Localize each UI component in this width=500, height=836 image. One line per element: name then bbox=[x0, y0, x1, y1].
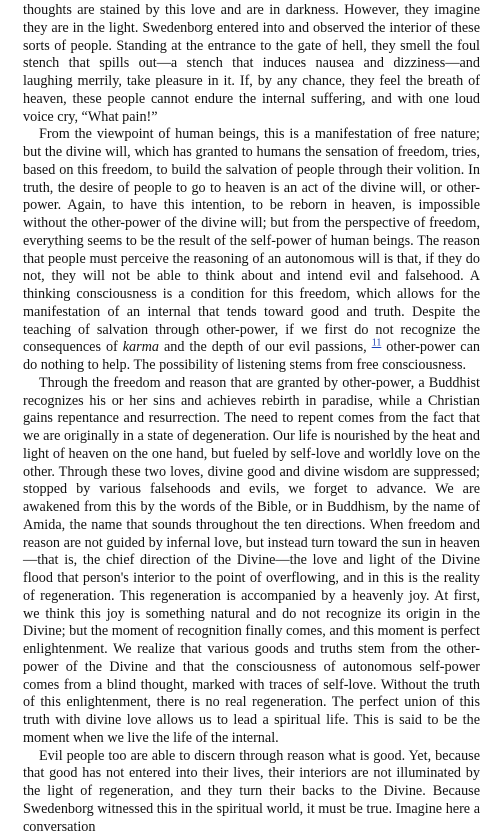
paragraph-3: Through the freedom and reason that are granted by other-power, a Buddhist recognizes his or her sins and achieves rebirth in paradise, while a Christian gains repentance and resurrection. The need to repent comes from the fact that we are originally in a state of degeneration. Our life is nourished by the heat and light of heaven on the one hand, but fueled by self-love and worldly love on the other. Through these two loves, divine good and divine wisdom are suppressed; stopped by various falsehoods and evils, we forget to advance. We are awakened from this by the words of the Bible, or in Buddhism, by the name of Amida, the name that sounds throughout the ten directions. When freedom and reason are not guided by infernal love, but instead turn toward the sun in heaven—that is, the chief direction of the Divine—the love and light of the Divine flood that person's interior to the point of overflowing, and in this is the reality of regeneration. This regeneration is accompanied by a heavenly joy. At first, we think this joy is something natural and do not recognize its origin in the Divine; but the moment of recognition finally comes, and this moment is perfect enlightenment. We realize that various goods and truths stem from the other-power of the Divine and that the consciousness of autonomous self-power comes from a blind thought, marked with traces of self-love. Without the truth of this enlightenment, there is no real regeneration. The perfect union of this truth with divine love allows us to lead a spiritual life. This is said to be the moment when we live the life of the internal. bbox=[23, 375, 480, 748]
karma-term: karma bbox=[123, 339, 159, 355]
paragraph-4: Evil people too are able to discern through reason what is good. Yet, because that good has not entered into their lives, their interiors are not illuminated by the light of regeneration, and they turn their backs to the Divine. Because Swedenborg witnessed this in the spiritual world, it must be true. Imagine here a conversation bbox=[23, 748, 480, 836]
paragraph-2-text-b: and the depth of our evil passions, bbox=[159, 339, 372, 355]
paragraph-2-text-c: other-power can do nothing to help. The possibility of listening stems from free consciousness. bbox=[23, 339, 480, 373]
document-page bbox=[23, 2, 480, 836]
footnote-link-11[interactable]: 11 bbox=[372, 338, 382, 349]
paragraph-2-text-a: From the viewpoint of human beings, this is a manifestation of free nature; but the divine will, which has granted to humans the sensation of freedom, tries, based on this freedom, to build the salvation of people through their volition. In truth, the desire of people to go to heaven is an act of the divine will, or other-power. Again, to have this intention, to be reborn in heaven, is impossible without the other-power of the divine will; but from the perspective of freedom, everything seems to be the result of the self-power of human beings. The reason that people must perceive the reasoning of an autonomous will is that, if they do not, they will not be able to think about and intend evil and falsehood. A thinking consciousness is a condition for this freedom, which allows for the manifestation of an internal that tends toward good and truth. Despite the teaching of salvation through other-power, if we first do not recognize the consequences of bbox=[23, 126, 480, 355]
paragraph-1: thoughts are stained by this love and are in darkness. However, they imagine they are in the light. Swedenborg entered into and observed the interior of these sorts of people. Standing at the entrance to the gate of hell, they smell the foul stench that spills out—a stench that induces nausea and dizziness—and laughing merrily, take pleasure in it. If, by any chance, they feel the breath of heaven, these people cannot endure the internal suffering, and with one loud voice cry, “What pain!” bbox=[23, 2, 480, 126]
paragraph-2 bbox=[23, 126, 480, 375]
